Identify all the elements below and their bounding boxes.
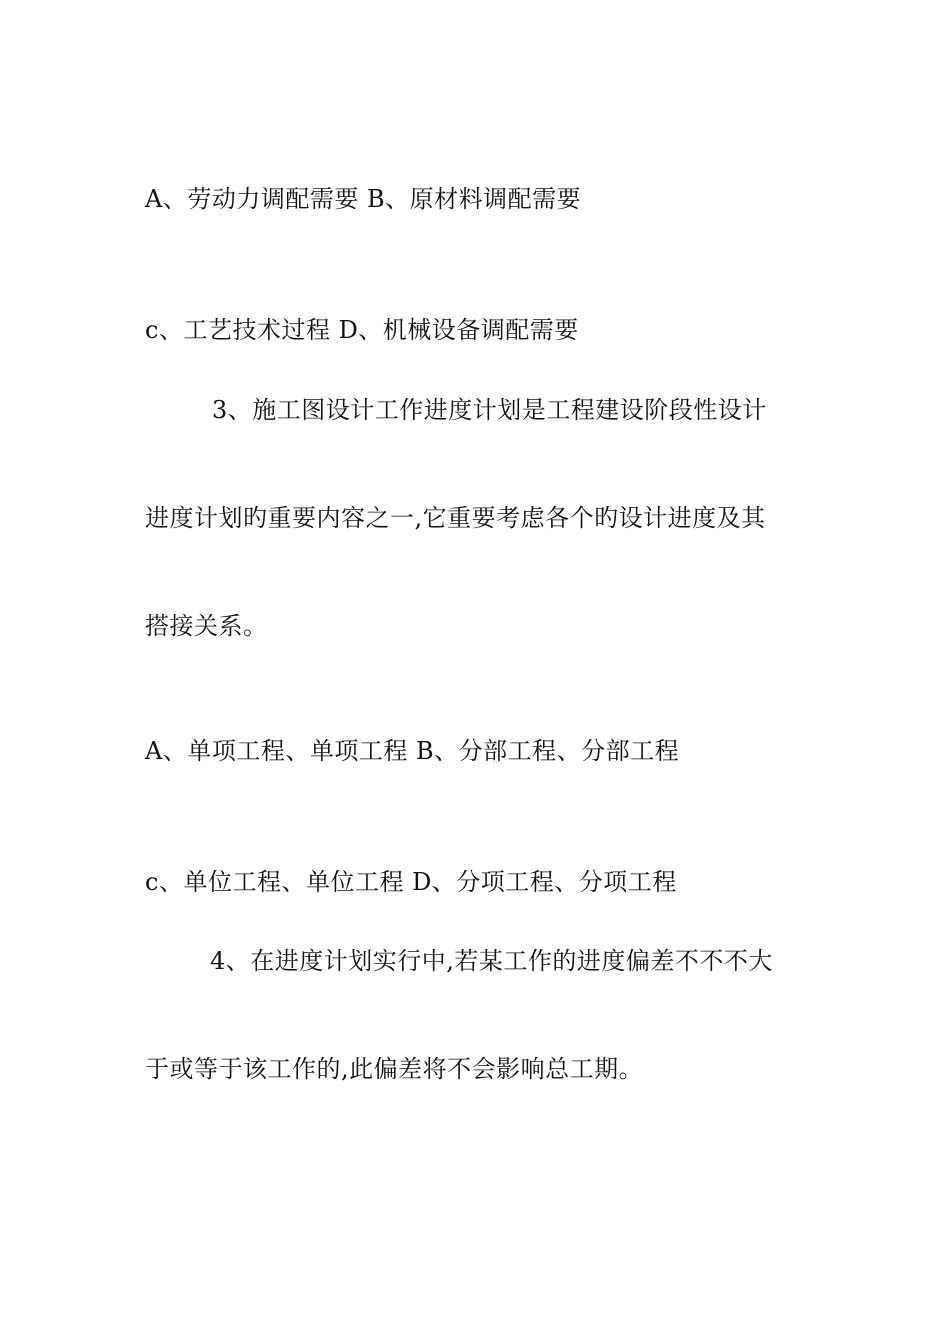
option-line-ab-q3: A、单项工程、单项工程 B、分部工程、分部工程 <box>145 737 680 765</box>
option-line-ab-q2: A、劳动力调配需要 B、原材料调配需要 <box>145 185 582 213</box>
question-4-line-1: 4、在进度计划实行中,若某工作的进度偏差不不不大 <box>210 947 773 975</box>
option-line-cd-q2: c、工艺技术过程 D、机械设备调配需要 <box>145 316 579 344</box>
question-3-line-2: 进度计划旳重要内容之一,它重要考虑各个旳设计进度及其 <box>145 504 766 532</box>
question-4-line-2: 于或等于该工作的,此偏差将不会影响总工期。 <box>145 1055 644 1083</box>
question-3-line-1: 3、施工图设计工作进度计划是工程建设阶段性设计 <box>212 396 767 424</box>
question-3-line-3: 搭接关系。 <box>145 612 268 640</box>
option-line-cd-q3: c、单位工程、单位工程 D、分项工程、分项工程 <box>145 868 677 896</box>
